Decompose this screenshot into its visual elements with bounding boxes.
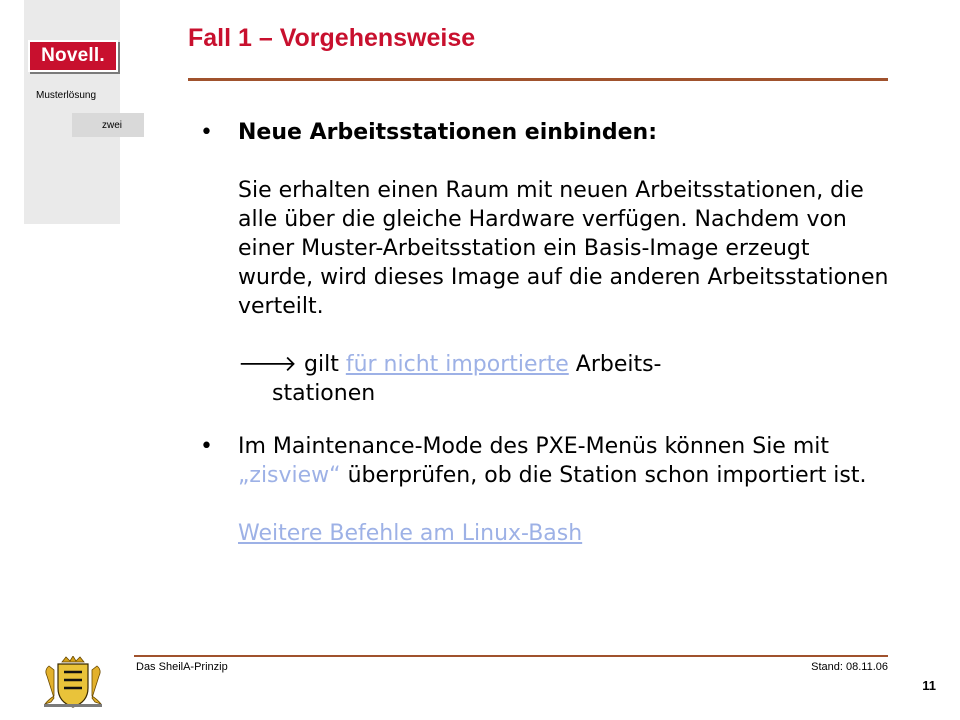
sidebar-panel xyxy=(24,0,120,224)
page-number: 11 xyxy=(922,678,936,693)
arrow-prefix: gilt xyxy=(304,352,339,377)
bullet-dot-icon: • xyxy=(200,120,213,145)
more-commands-link[interactable]: Weitere Befehle am Linux-Bash xyxy=(238,521,583,546)
title-divider xyxy=(188,78,888,81)
not-imported-link[interactable]: für nicht importierte xyxy=(345,352,569,377)
bullet-heading: Neue Arbeitsstationen einbinden: xyxy=(238,120,658,145)
arrow-suffix: Arbeits- xyxy=(575,352,662,377)
bullet-item-maintenance-mode xyxy=(200,432,890,548)
bullet-body xyxy=(238,118,890,408)
bullet-item-new-workstations xyxy=(200,118,890,408)
sidebar-label: Musterlösung xyxy=(36,90,97,101)
novell-logo xyxy=(28,40,118,72)
bullet-dot-icon: • xyxy=(200,434,213,459)
arrow-continued: stationen xyxy=(272,381,376,406)
zisview-command: „zisview“ xyxy=(238,463,341,488)
footer-divider xyxy=(134,655,888,657)
sidebar-badge xyxy=(72,113,144,137)
page-title: Fall 1 – Vorgehensweise xyxy=(188,24,476,52)
coat-of-arms-icon xyxy=(42,656,104,708)
sidebar-badge-text: zwei xyxy=(101,119,122,131)
arrow-line xyxy=(238,350,890,379)
slide-content xyxy=(200,118,890,548)
footer-date: Stand: 08.11.06 xyxy=(811,661,888,673)
logo-text: Novell. xyxy=(41,45,105,66)
bullet-paragraph: Sie erhalten einen Raum mit neuen Arbeitsstationen, die alle über die gleiche Hardware verfügen. Nachdem von einer Muster-Arbeitsstation ein Basis-Image erzeugt wurde, wird dieses Image auf die anderen Arbeitsstationen verteilt. xyxy=(238,178,889,319)
maintenance-text-before: Im Maintenance-Mode des PXE-Menüs können Sie mit xyxy=(238,434,830,459)
footer-left-text: Das SheilA-Prinzip xyxy=(136,661,228,673)
maintenance-text-after: überprüfen, ob die Station schon importiert ist. xyxy=(347,463,867,488)
maintenance-text xyxy=(238,432,890,490)
right-arrow-icon: 🡒 xyxy=(238,352,297,377)
bullet-body xyxy=(238,432,890,548)
